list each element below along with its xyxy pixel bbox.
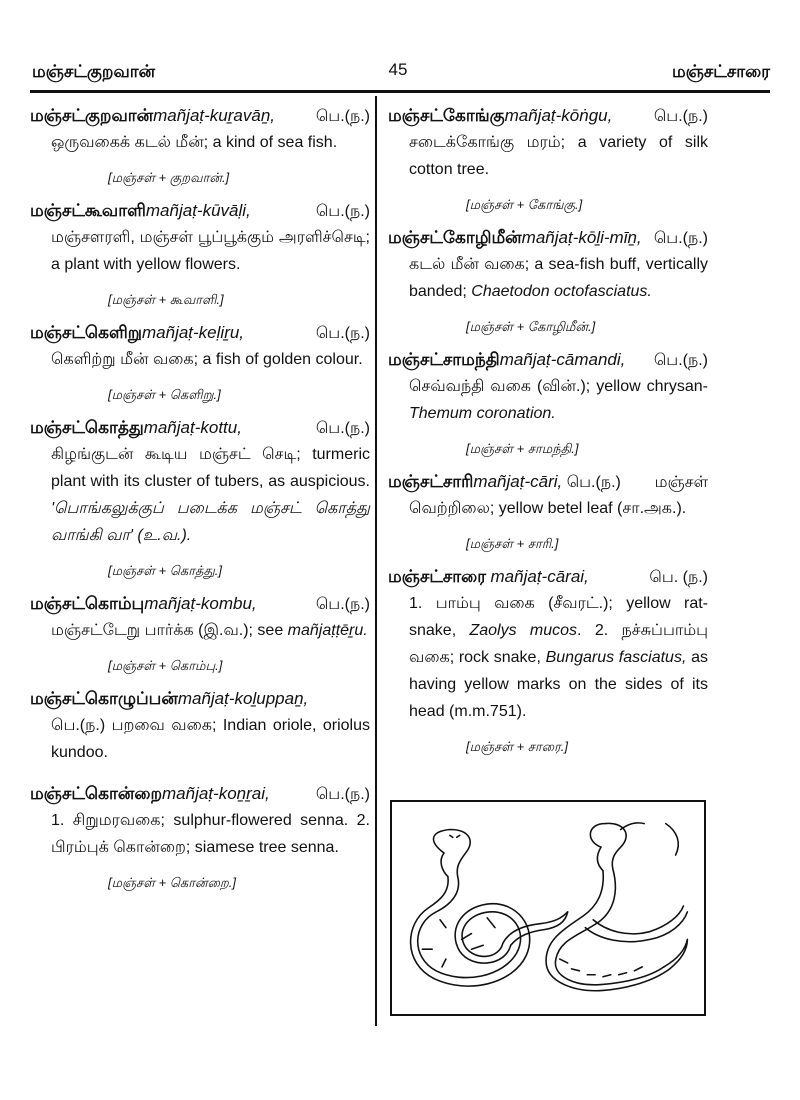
entry bbox=[388, 226, 708, 336]
etymology: [மஞ்சள் + சாரி.] bbox=[466, 536, 559, 551]
etymology: [மஞ்சள் + கோழிமீன்.] bbox=[466, 319, 596, 334]
transliteration: mañjaṭ-kuṟavāṉ, bbox=[153, 106, 275, 125]
part-of-speech: பெ.(ந.) bbox=[51, 717, 106, 734]
entry bbox=[388, 104, 708, 214]
headword: மஞ்சட்சாரை bbox=[388, 567, 487, 586]
left-cobra bbox=[411, 829, 568, 986]
transliteration: mañjaṭ-keḷiṟu, bbox=[142, 323, 245, 342]
definition-lead: மஞ்சள் bbox=[654, 474, 708, 491]
headword: மஞ்சட்குறவான் bbox=[30, 106, 154, 125]
definition: ஒருவகைக் கடல் மீன்; a kind of sea fish. bbox=[51, 134, 338, 151]
definition bbox=[388, 251, 708, 305]
entry bbox=[30, 687, 370, 766]
page-number: 45 bbox=[388, 60, 408, 79]
snake-drawing bbox=[392, 802, 704, 1014]
entry bbox=[30, 416, 370, 580]
etymology: [மஞ்சள் + கொம்பு.] bbox=[108, 658, 223, 673]
snake-illustration bbox=[390, 800, 706, 1016]
definition bbox=[30, 712, 370, 766]
part-of-speech: பெ.(ந.) bbox=[315, 786, 370, 803]
right-cobra bbox=[546, 823, 687, 991]
headword: மஞ்சட்சாமந்தி bbox=[388, 350, 500, 369]
entry bbox=[388, 565, 708, 756]
transliteration: mañjaṭ-kombu, bbox=[144, 594, 257, 613]
definition: சடைக்கோங்கு மரம்; a variety of silk cotton tree. bbox=[409, 134, 708, 178]
header-rule bbox=[30, 90, 770, 93]
definition: 1. சிறுமரவகை; sulphur-flowered senna. 2. பிரம்புக் கொன்றை; siamese tree senna. bbox=[51, 812, 370, 856]
header-left-guideword: மஞ்சட்குறவான் bbox=[32, 62, 156, 81]
transliteration: mañjaṭ-kōḻi-mīṉ, bbox=[521, 228, 642, 247]
entry bbox=[388, 470, 708, 553]
definition: மஞ்சளரளி, மஞ்சள் பூப்பூக்கும் அரளிச்செடி; a plant with yellow flowers. bbox=[51, 229, 370, 273]
definition bbox=[388, 373, 708, 427]
etymology: [மஞ்சள் + கொத்து.] bbox=[108, 563, 222, 578]
etymology: [மஞ்சள் + குறவான்.] bbox=[108, 170, 230, 185]
entry bbox=[30, 199, 370, 309]
column-divider bbox=[375, 96, 377, 1026]
definition bbox=[30, 617, 370, 644]
headword: மஞ்சட்கோங்கு bbox=[388, 106, 505, 125]
headword: மஞ்சட்சாரி bbox=[388, 472, 474, 491]
transliteration: mañjaṭ-cāmandi, bbox=[499, 350, 626, 369]
definition-text: செவ்வந்தி வகை (வின்.); yellow chrysan- bbox=[409, 378, 708, 395]
etymology: [மஞ்சள் + சாரை.] bbox=[466, 739, 569, 754]
transliteration: mañjaṭ-kōṅgu, bbox=[504, 106, 613, 125]
part-of-speech: பெ.(ந.) bbox=[653, 230, 708, 247]
definition bbox=[388, 590, 708, 725]
transliteration: mañjaṭ-cārai, bbox=[490, 567, 589, 586]
header-right-guideword: மஞ்சட்சாரை bbox=[671, 62, 770, 81]
usage-quote: 'பொங்கலுக்குப் படைக்க மஞ்சட் கொத்து வாங்கி வா' (உ.வ.). bbox=[51, 500, 370, 544]
headword: மஞ்சட்கூவாளி bbox=[30, 201, 146, 220]
page-header bbox=[32, 60, 770, 86]
right-column bbox=[388, 104, 708, 768]
definition-text: கடல் மீன் வகை; a sea-fish buff, vertically banded; bbox=[409, 256, 708, 300]
definition-text: as having yellow marks on the sides of its head (m.m.751). bbox=[409, 649, 708, 720]
entry bbox=[388, 348, 708, 458]
definition bbox=[30, 441, 370, 549]
entry bbox=[30, 782, 370, 892]
cross-reference: mañjaṭṭēṟu. bbox=[287, 622, 368, 639]
left-column bbox=[30, 104, 370, 904]
transliteration: mañjaṭ-kottu, bbox=[143, 418, 242, 437]
part-of-speech: பெ.(ந.) bbox=[566, 474, 621, 491]
scientific-name: Chaetodon octofasciatus. bbox=[471, 283, 652, 300]
part-of-speech: பெ. (ந.) bbox=[649, 569, 708, 586]
definition-text: மஞ்சட்டேறு பார்க்க (இ.வ.); see bbox=[51, 622, 284, 639]
transliteration: mañjaṭ-cāri, bbox=[473, 472, 563, 491]
headword: மஞ்சட்கொன்றை bbox=[30, 784, 163, 803]
part-of-speech: பெ.(ந.) bbox=[315, 108, 370, 125]
part-of-speech: பெ.(ந.) bbox=[315, 203, 370, 220]
part-of-speech: பெ.(ந.) bbox=[315, 420, 370, 437]
headword: மஞ்சட்கெளிறு bbox=[30, 323, 142, 342]
headword: மஞ்சட்கொத்து bbox=[30, 418, 144, 437]
etymology: [மஞ்சள் + கொன்றை.] bbox=[108, 875, 236, 890]
headword: மஞ்சட்கொம்பு bbox=[30, 594, 145, 613]
part-of-speech: பெ.(ந.) bbox=[315, 325, 370, 342]
transliteration: mañjaṭ-kūvāḷi, bbox=[145, 201, 251, 220]
etymology: [மஞ்சள் + கூவாளி.] bbox=[108, 292, 224, 307]
etymology: [மஞ்சள் + சாமந்தி.] bbox=[466, 441, 579, 456]
part-of-speech: பெ.(ந.) bbox=[653, 352, 708, 369]
definition-text: . 2. நச்சுப்பாம்பு வகை; rock snake, bbox=[409, 622, 708, 666]
headword: மஞ்சட்கோழிமீன் bbox=[388, 228, 522, 247]
headword: மஞ்சட்கொழுப்பன் bbox=[30, 689, 178, 708]
entry bbox=[30, 104, 370, 187]
part-of-speech: பெ.(ந.) bbox=[315, 596, 370, 613]
etymology: [மஞ்சள் + கெளிறு.] bbox=[108, 387, 221, 402]
entry bbox=[30, 321, 370, 404]
scientific-name: Bungarus fasciatus, bbox=[545, 649, 687, 666]
definition: வெற்றிலை; yellow betel leaf (சா.அக.). bbox=[409, 500, 687, 517]
scientific-name: Themum coronation. bbox=[409, 405, 556, 422]
part-of-speech: பெ.(ந.) bbox=[653, 108, 708, 125]
entry bbox=[30, 592, 370, 675]
definition-text: பறவை வகை; Indian oriole, oriolus kundoo. bbox=[51, 717, 371, 761]
scientific-name: Zaolys mucos bbox=[469, 622, 578, 639]
definition-text: கிழங்குடன் கூடிய மஞ்சட் செடி; turmeric plant with its cluster of tubers, as auspicious. bbox=[51, 446, 370, 490]
etymology: [மஞ்சள் + கோங்கு.] bbox=[466, 197, 583, 212]
transliteration: mañjaṭ-koḻuppaṉ, bbox=[177, 689, 309, 708]
definition-text: 1. பாம்பு வகை (சீவரட்.); yellow rat-snake, bbox=[409, 595, 708, 639]
definition: கெளிற்று மீன் வகை; a fish of golden colour. bbox=[51, 351, 363, 368]
transliteration: mañjaṭ-koṉṟai, bbox=[162, 784, 270, 803]
